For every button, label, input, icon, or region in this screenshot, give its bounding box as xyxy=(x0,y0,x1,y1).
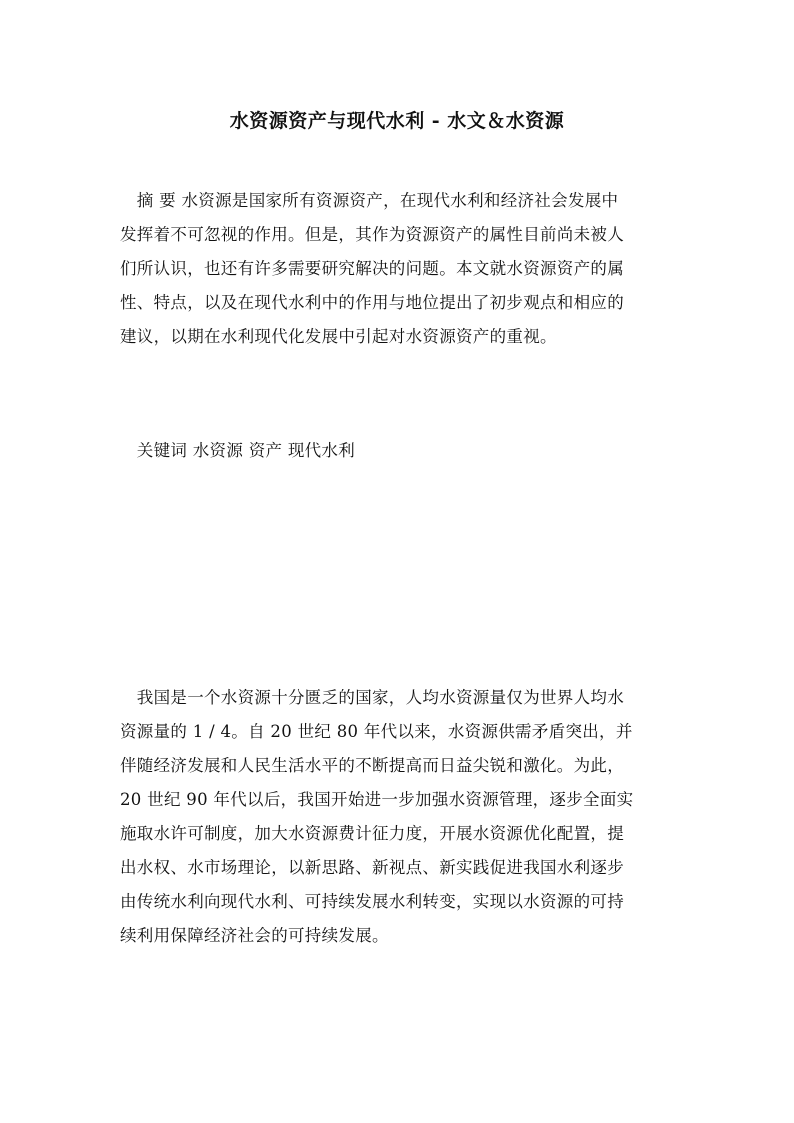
abstract-line: 性、特点，以及在现代水利中的作用与地位提出了初步观点和相应的 xyxy=(120,293,624,312)
body-line: 我国是一个水资源十分匮乏的国家，人均水资源量仅为世界人均水 xyxy=(120,688,624,707)
keywords-paragraph xyxy=(120,434,680,468)
body-line: 由传统水利向现代水利、可持续发展水利转变，实现以水资源的可持 xyxy=(120,892,624,911)
body-line: 出水权、水市场理论，以新思路、新视点、新实践促进我国水利逐步 xyxy=(120,858,624,877)
body-line: 20 世纪 90 年代以后，我国开始进一步加强水资源管理，逐步全面实 xyxy=(120,790,634,809)
abstract-line: 们所认识，也还有许多需要研究解决的问题。本文就水资源资产的属 xyxy=(120,259,624,278)
abstract-paragraph xyxy=(120,184,680,354)
body-line: 续利用保障经济社会的可持续发展。 xyxy=(120,926,389,945)
document-title: 水资源资产与现代水利 - 水文＆水资源 xyxy=(229,110,565,132)
body-line: 伴随经济发展和人民生活水平的不断提高而日益尖锐和激化。为此， xyxy=(120,756,624,775)
keywords-line: 关键词 水资源 资产 现代水利 xyxy=(120,441,356,460)
body-line: 资源量的 1 / 4。自 20 世纪 80 年代以来，水资源供需矛盾突出，并 xyxy=(120,722,633,741)
abstract-line: 建议，以期在水利现代化发展中引起对水资源资产的重视。 xyxy=(120,327,557,346)
abstract-line: 摘 要 水资源是国家所有资源资产，在现代水利和经济社会发展中 xyxy=(120,191,619,210)
abstract-line: 发挥着不可忽视的作用。但是，其作为资源资产的属性目前尚未被人 xyxy=(120,225,624,244)
body-paragraph xyxy=(120,681,680,953)
body-line: 施取水许可制度，加大水资源费计征力度，开展水资源优化配置，提 xyxy=(120,824,624,843)
